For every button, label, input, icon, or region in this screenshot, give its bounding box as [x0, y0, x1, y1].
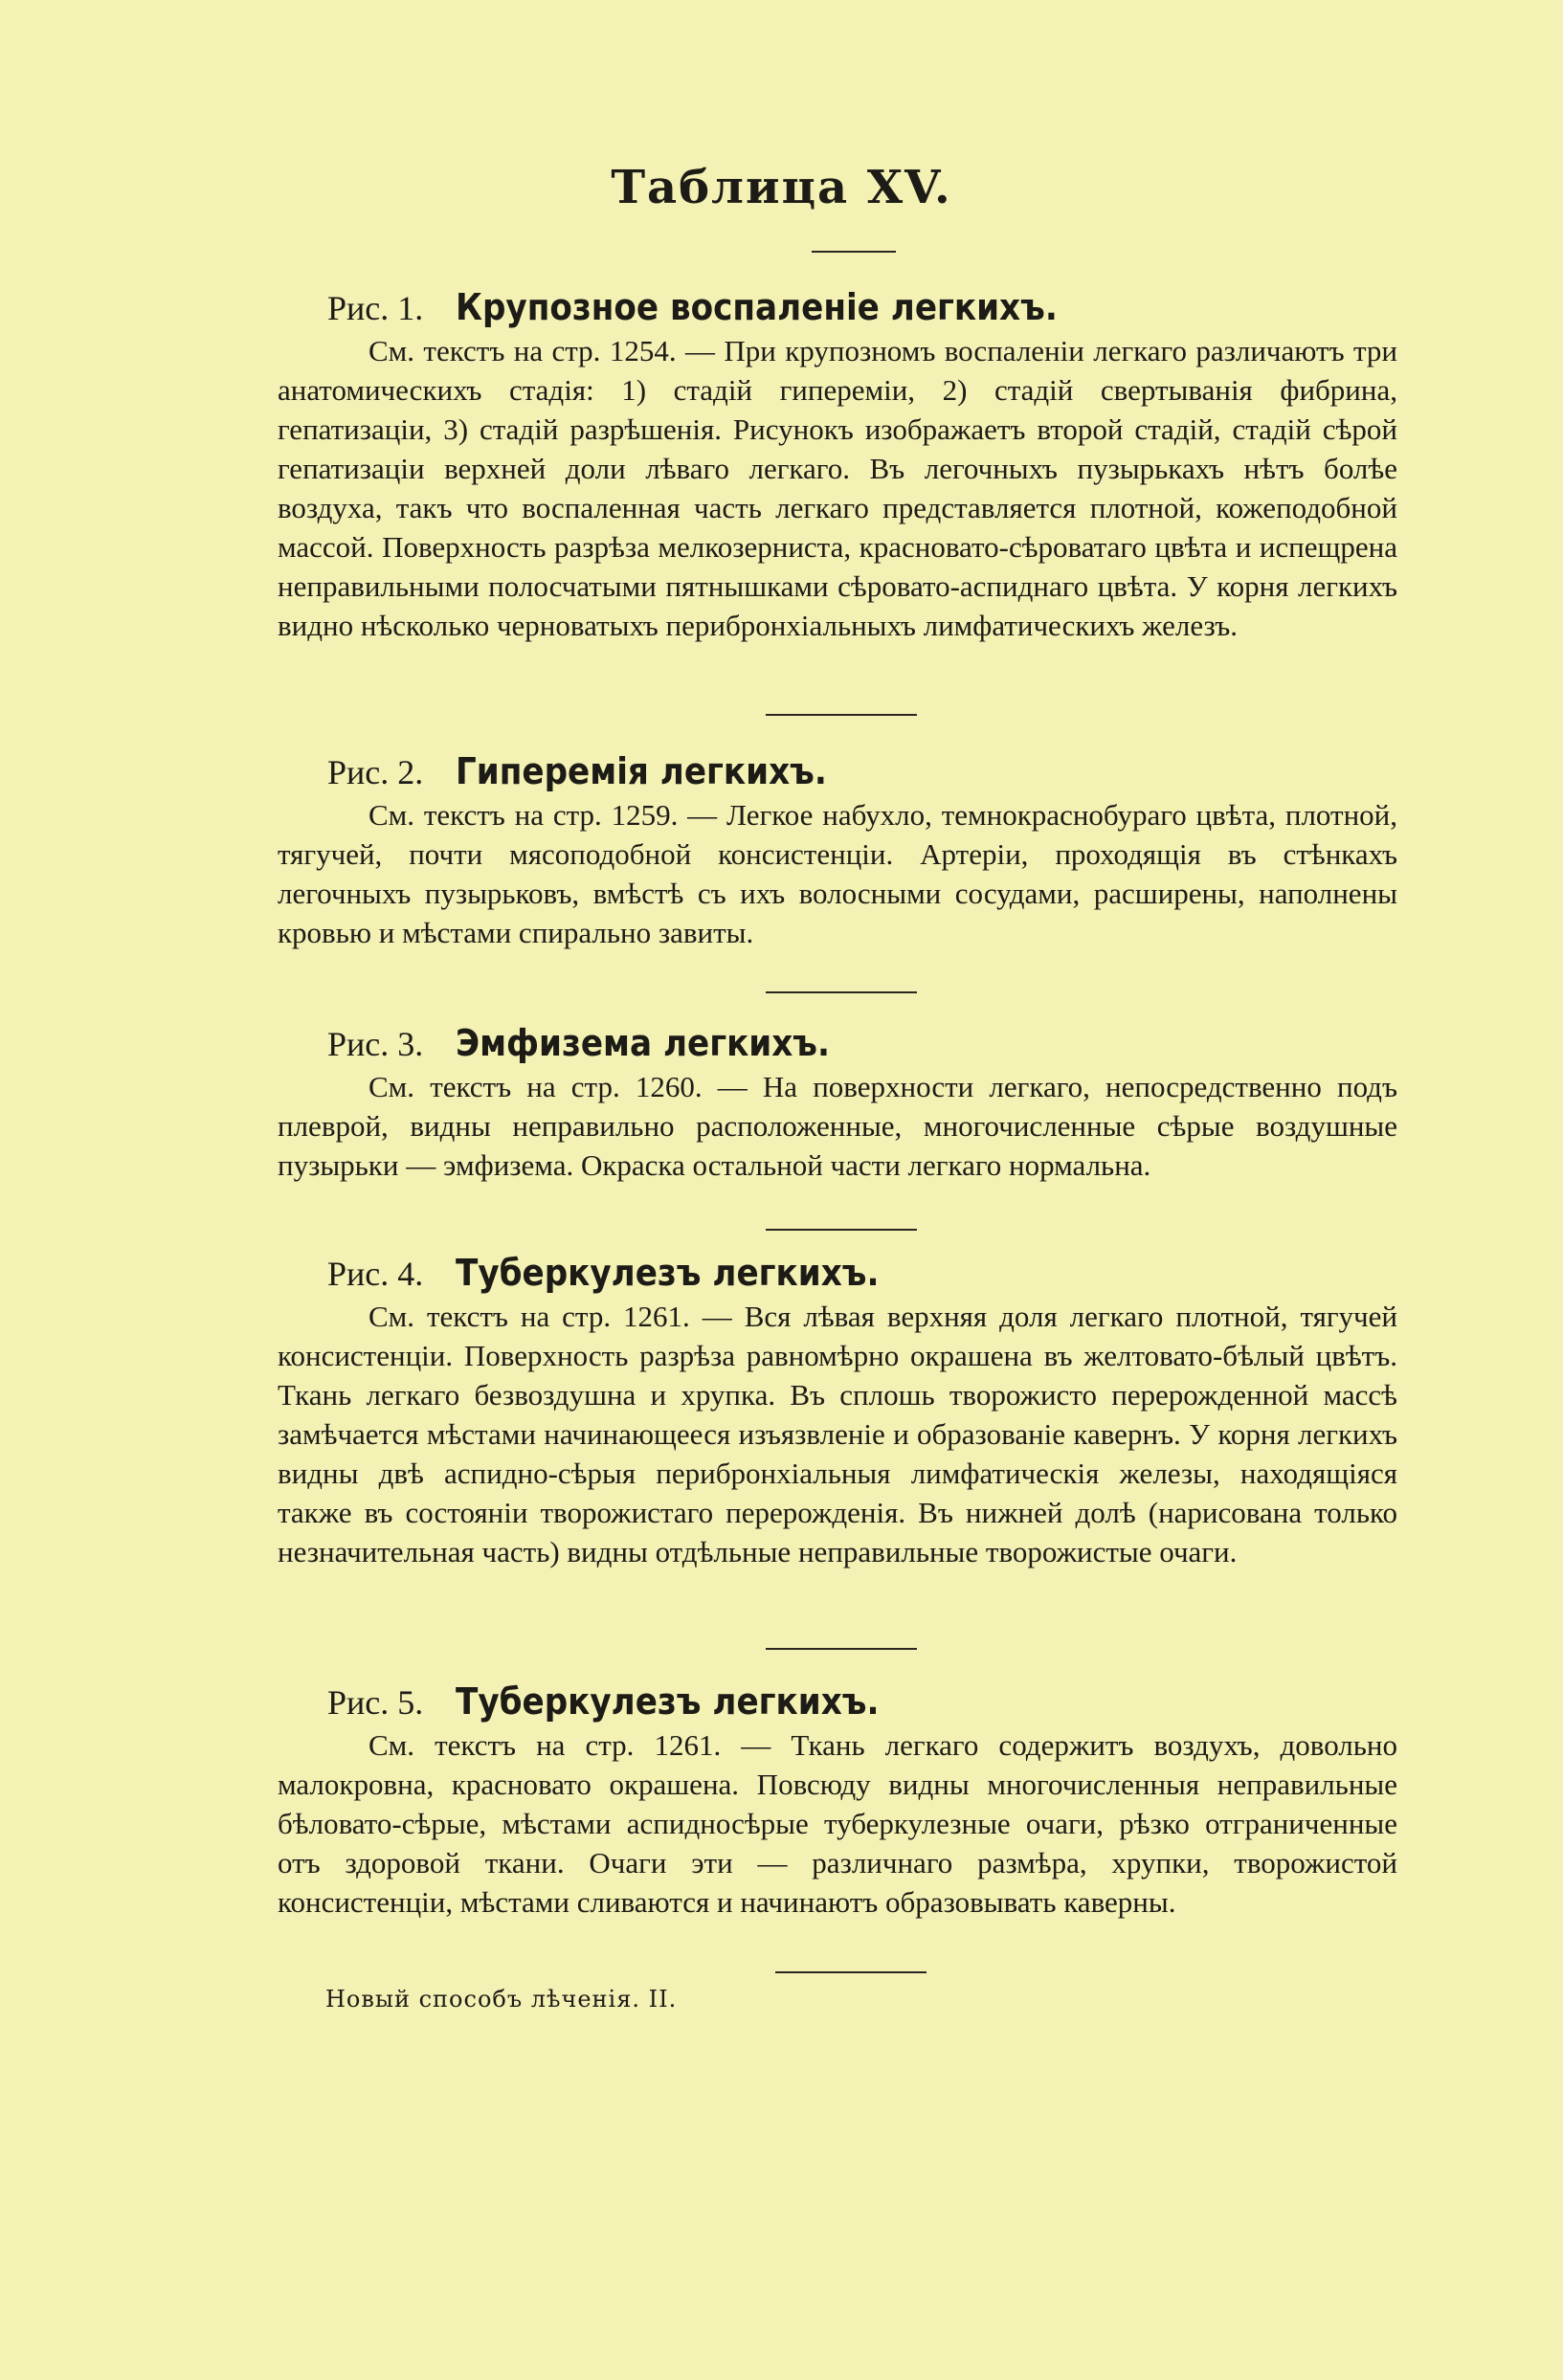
figure-heading	[278, 1019, 1397, 1067]
section-divider	[775, 1971, 927, 1973]
figure-title: Эмфизема легкихъ.	[456, 1022, 831, 1064]
figure-description: См. текстъ на стр. 1260. — На поверхности легкаго, непосредственно подъ плеврой, видны неправильно расположенные, многочисленные сѣрые воздушные пузырьки — эмфизема. Окраска остальной части легкаго нормальна.	[278, 1070, 1397, 1182]
figure-description: См. текстъ на стр. 1261. — Вся лѣвая верхняя доля легкаго плотной, тягучей консистенціи. Поверхность разрѣза равномѣрно окрашена въ желтовато-бѣлый цвѣтъ. Ткань легкаго безвоздушна и хрупка. Въ сплошь творожисто перерожденной массѣ замѣчается мѣстами начинающееся изъязвленіе и образованіе кавернъ. У корня легкихъ видны двѣ аспидно-сѣрыя перибронхіальныя лимфатическія железы, находящіяся также въ состояніи творожистаго перерожденія. Въ нижней долѣ (нарисована только незначительная часть) видны отдѣльные неправильные творожистые очаги.	[278, 1300, 1397, 1568]
figure-heading	[278, 1249, 1397, 1297]
figure-section-1	[278, 283, 1397, 645]
section-divider	[766, 991, 917, 993]
section-divider	[766, 714, 917, 716]
figure-label: Рис. 2.	[327, 753, 424, 791]
title-divider	[812, 251, 896, 253]
figure-title: Туберкулезъ легкихъ.	[456, 1252, 880, 1294]
page-footer: Новый способъ лѣченія. II.	[325, 1986, 678, 2013]
page-title: Таблица XV.	[611, 161, 952, 214]
figure-title: Туберкулезъ легкихъ.	[456, 1680, 880, 1723]
section-divider	[766, 1229, 917, 1231]
figure-title: Гиперемія легкихъ.	[456, 750, 828, 792]
figure-label: Рис. 4.	[327, 1255, 424, 1293]
figure-description: См. текстъ на стр. 1261. — Ткань легкаго содержитъ воздухъ, довольно малокровна, красновато окрашена. Повсюду видны многочисленныя неправильные бѣловато-сѣрые, мѣстами аспидносѣрые туберкулезные очаги, рѣзко отграниченные отъ здоровой ткани. Очаги эти — различнаго размѣра, хрупки, творожистой консистенціи, мѣстами сливаются и начинаютъ образовывать каверны.	[278, 1728, 1397, 1919]
figure-heading	[278, 1678, 1397, 1725]
figure-description: См. текстъ на стр. 1259. — Легкое набухло, темнокраснобураго цвѣта, плотной, тягучей, почти мясоподобной консистенціи. Артеріи, проходящія въ стѣнкахъ легочныхъ пузырьковъ, вмѣстѣ съ ихъ волосными сосудами, расширены, наполнены кровью и мѣстами спирально завиты.	[278, 798, 1397, 949]
figure-section-2	[278, 747, 1397, 952]
figure-label: Рис. 1.	[327, 289, 424, 327]
figure-label: Рис. 3.	[327, 1025, 424, 1063]
figure-section-3	[278, 1019, 1397, 1185]
figure-section-5	[278, 1678, 1397, 1922]
figure-label: Рис. 5.	[327, 1683, 424, 1722]
figure-title: Крупозное воспаленіе легкихъ.	[456, 286, 1059, 328]
figure-description: См. текстъ на стр. 1254. — При крупозномъ воспаленіи легкаго различаютъ три анатомическихъ стадія: 1) стадій гипереміи, 2) стадій свертыванія фибрина, гепатизаціи, 3) стадій разрѣшенія. Рисунокъ изображаетъ второй стадій, стадій сѣрой гепатизаціи верхней доли лѣваго легкаго. Въ легочныхъ пузырькахъ нѣтъ болѣе воздуха, такъ что воспаленная часть легкаго представляется плотной, кожеподобной массой. Поверхность разрѣза мелкозерниста, красновато-сѣроватаго цвѣта и испещрена неправильными полосчатыми пятнышками сѣровато-аспиднаго цвѣта. У корня легкихъ видно нѣсколько черноватыхъ перибронхіальныхъ лимфатическихъ железъ.	[278, 334, 1397, 642]
section-divider	[766, 1648, 917, 1650]
figure-section-4	[278, 1249, 1397, 1571]
figure-heading	[278, 747, 1397, 795]
figure-heading	[278, 283, 1397, 331]
